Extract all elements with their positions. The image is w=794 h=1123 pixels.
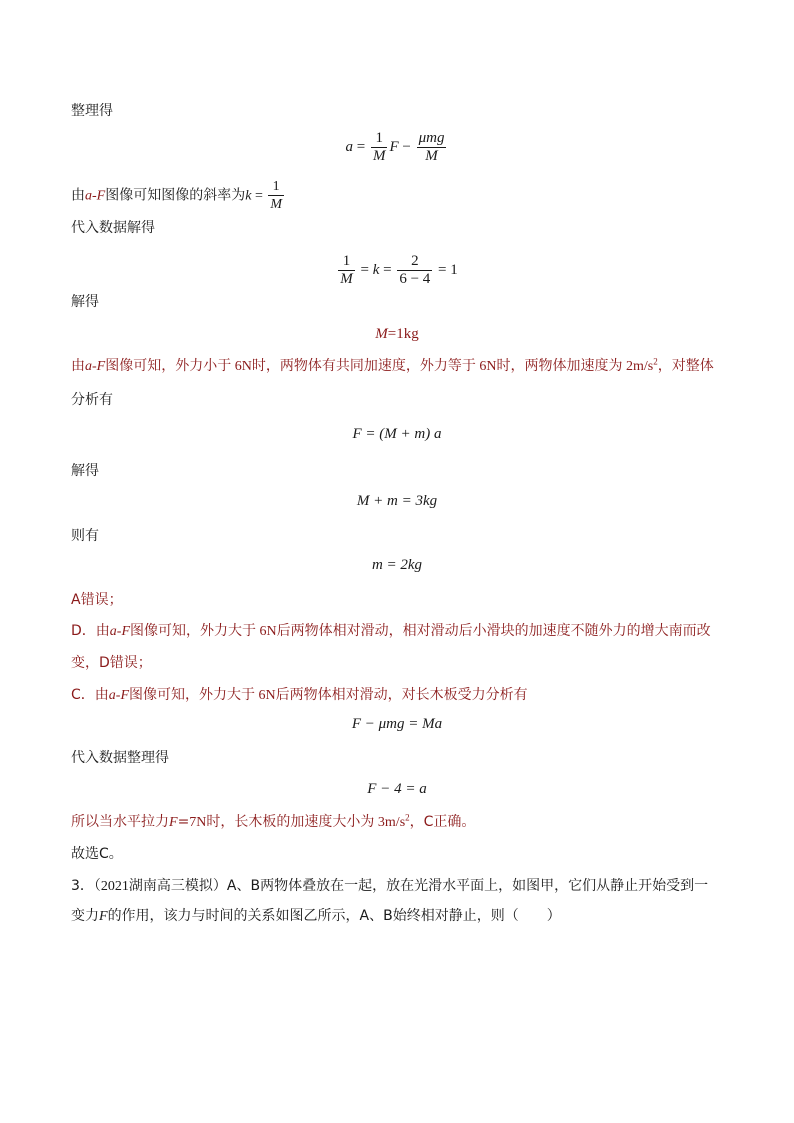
equation-3: $\frac{1}{M}$ = k = $\frac{2}{6 - 4}$ = 1 xyxy=(340,253,458,287)
text-line-14: 所以当水平拉力F=7N时，长木板的加速度大小为 $3m/s^2$，C正确。 xyxy=(71,812,476,830)
text-line-2: 由a-F图像可知图像的斜率为k = $\frac{1}{M}$ xyxy=(71,179,283,212)
text-line-10: D．由a-F图像可知，外力大于 6N后两物体相对滑动，相对滑动后小滑块的加速度不随外力的增大南而改 xyxy=(71,623,711,639)
equation-9: F − 4 = a xyxy=(367,781,427,797)
text-line-8: 则有 xyxy=(71,528,99,544)
text-line-5: 由a-F图像可知，外力小于 6N时，两物体有共同加速度，外力等于 6N时，两物体加速度为 $2m/s^2$，对整体 xyxy=(71,356,714,374)
text-line-15: 故选C。 xyxy=(71,846,123,862)
eq1-F: F xyxy=(389,138,399,155)
equation-8: F − μmg = Ma xyxy=(351,716,443,732)
text-line-11: 变，D错误； xyxy=(71,655,152,671)
eq1-fraction-1: $\frac{1}{M}$ xyxy=(372,130,386,164)
text-line-13: 代入数据整理得 xyxy=(71,750,169,766)
text-line-4: 解得 xyxy=(71,294,99,310)
equation-7: m = 2kg xyxy=(371,557,423,573)
equation-1 xyxy=(0,130,794,165)
equation-5: F = (M + m) a xyxy=(352,426,442,442)
eq1-a: a xyxy=(345,138,353,155)
text-line-3: 代入数据解得 xyxy=(71,220,155,236)
question-3-line-1: 3．（2021湖南高三模拟）A、B两物体叠放在一起，放在光滑水平面上，如图甲，它们从静止开始受到一 xyxy=(71,878,709,894)
text-line-7: 解得 xyxy=(71,463,99,479)
slope-fraction: $\frac{1}{M}$ xyxy=(270,179,283,212)
eq1-minus: − xyxy=(402,138,411,155)
text-line-12: C．由a-F图像可知，外力大于 6N后两物体相对滑动，对长木板受力分析有 xyxy=(71,687,528,703)
text-line-9: A错误； xyxy=(71,592,123,608)
question-3-line-2: 变力F的作用，该力与时间的关系如图乙所示，A、B始终相对静止，则（ ） xyxy=(71,908,561,924)
eq1-fraction-2: $\frac{\text{μmg}}{M}$ xyxy=(418,130,445,164)
equation-4: M=1kg xyxy=(375,326,419,342)
text-line-1: 整理得 xyxy=(71,103,113,119)
eq1-equals: = xyxy=(356,138,366,155)
equation-6: M + m = 3kg xyxy=(356,493,438,509)
text-line-6: 分析有 xyxy=(71,392,113,408)
